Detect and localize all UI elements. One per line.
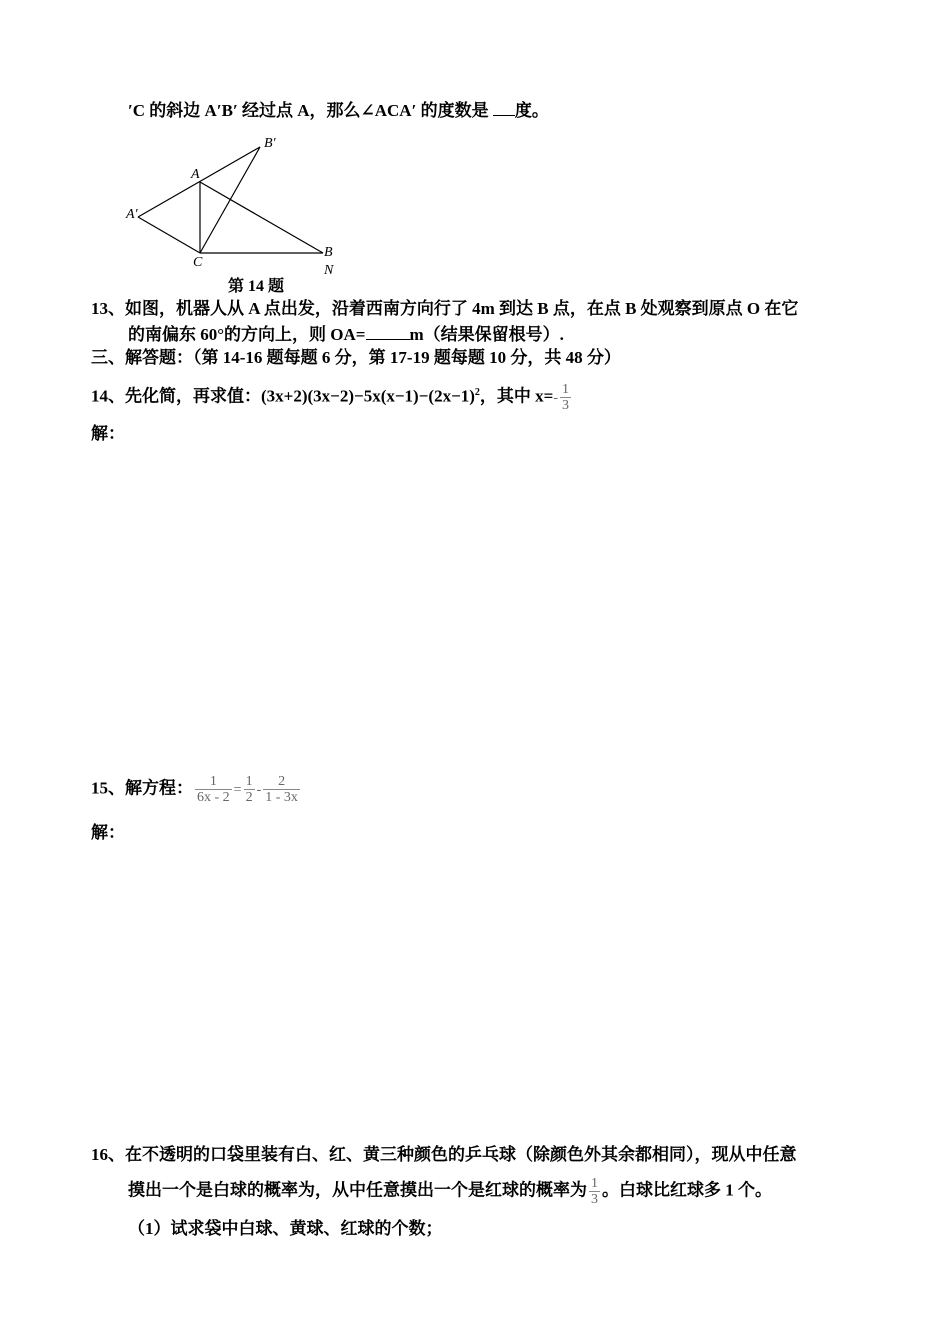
label-b: B: [324, 245, 333, 260]
q15-line: [91, 774, 302, 805]
q14-text: 14、先化简，再求值：(3x+2)(3x−2)−5x(x−1)−(2x−1): [91, 386, 475, 406]
q15-f3-den: 1 - 3x: [265, 790, 298, 805]
q16-text-b: 。白球比红球多 1 个。: [602, 1180, 772, 1200]
q12-text-a: ′C 的斜边 A′B′ 经过点 A，那么∠ACA′ 的度数是: [128, 101, 493, 120]
q16-frac-den: 3: [591, 1192, 598, 1207]
q16-frac-num: 1: [591, 1176, 598, 1191]
label-b-prime: B′: [264, 136, 276, 151]
q14-frac-den: 3: [562, 398, 570, 414]
q15-fraction-3: [263, 774, 300, 805]
q14-frac-num: 1: [562, 382, 570, 398]
q15-f2-den: 2: [245, 790, 253, 805]
q15-f2-num: 1: [245, 774, 253, 789]
q13-text-a: 的南偏东 60°的方向上，则 OA=: [128, 325, 366, 344]
q12-text-b: 度。: [514, 101, 549, 120]
label-a: A: [191, 167, 200, 182]
q15-label: 15、解方程：: [91, 778, 193, 798]
q15-fraction-2: [244, 774, 255, 805]
q15-f1-den: 6x - 2: [197, 790, 230, 805]
label-c: C: [193, 255, 203, 270]
label-n: N: [324, 263, 334, 278]
segment-ap-c: [138, 217, 200, 253]
q13-answer-blank: [366, 323, 410, 340]
q13-line1: 13、如图，机器人从 A 点出发，沿着西南方向行了 4m 到达 B 点，在点 B 处观察到原点 O 在它: [91, 299, 799, 318]
q16-fraction: [589, 1176, 600, 1207]
q16-line2: [128, 1176, 772, 1207]
q12-answer-blank: [493, 99, 515, 116]
section-3-title: 三、解答题：（第 14-16 题每题 6 分，第 17-19 题每题 10 分，共 48 分）: [91, 348, 621, 367]
q14-fraction: [560, 382, 571, 413]
figure-caption: 第 14 题: [228, 278, 285, 295]
q16-sub1: （1）试求袋中白球、黄球、红球的个数；: [128, 1219, 443, 1238]
q14-line: [91, 382, 573, 413]
label-a-prime: A′: [126, 207, 138, 222]
q16-text-a: 摸出一个是白球的概率为，从中任意摸出一个是红球的概率为: [128, 1180, 587, 1200]
q15-fraction-1: [195, 774, 232, 805]
q14-answer-label: 解：: [91, 424, 125, 443]
q15-f3-num: 2: [278, 774, 286, 789]
triangle-figure: [120, 130, 360, 280]
segment-a-b: [200, 182, 323, 253]
q15-answer-label: 解：: [91, 823, 125, 842]
q13-line2: [128, 323, 564, 346]
q15-minus: -: [256, 782, 262, 798]
q15-equals: =: [233, 782, 242, 798]
q12-line: [128, 99, 549, 122]
q14-text2: ，其中 x=: [479, 386, 554, 406]
q15-f1-num: 1: [209, 774, 217, 789]
q13-text-b: m（结果保留根号）.: [409, 325, 564, 344]
q14-neg: -: [553, 390, 559, 406]
q16-line1: 16、在不透明的口袋里装有白、红、黄三种颜色的乒乓球（除颜色外其余都相同），现从中任意: [91, 1145, 797, 1164]
q14-exponent: 2: [474, 387, 480, 398]
